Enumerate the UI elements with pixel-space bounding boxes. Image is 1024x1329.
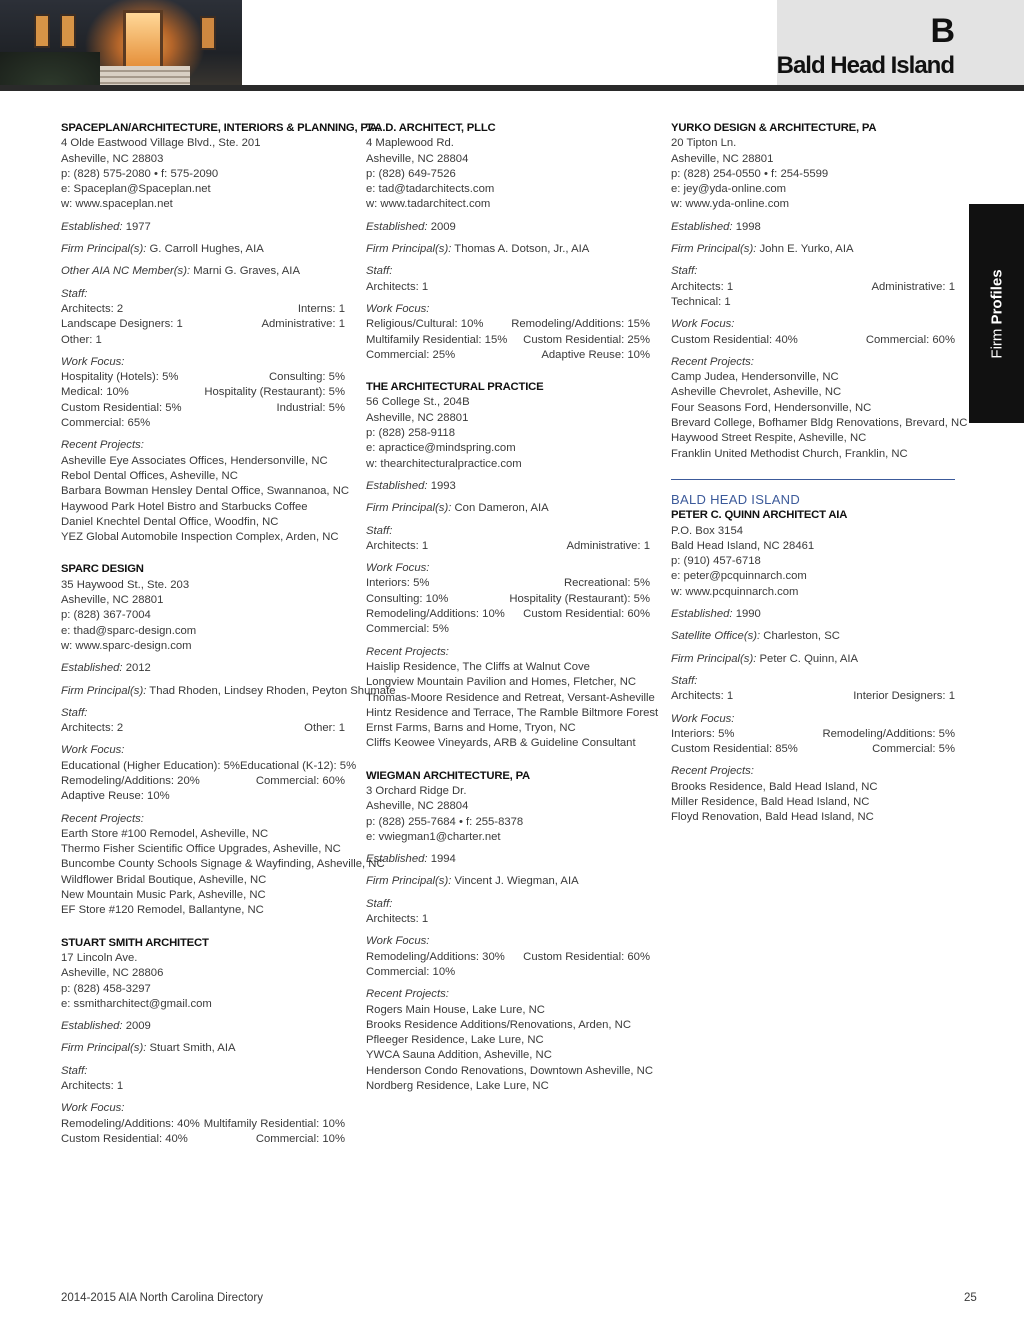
address-line: w: www.pcquinnarch.com: [671, 585, 799, 598]
address-line: p: (828) 458-3297: [61, 982, 151, 995]
work-focus-row-right: Hospitality (Restaurant): 5%: [509, 592, 650, 605]
recent-projects-label: Recent Projects:: [366, 988, 449, 1001]
address-line: 35 Haywood St., Ste. 203: [61, 578, 190, 591]
address-line: 56 College St., 204B: [366, 396, 470, 409]
work-focus-label: Work Focus:: [671, 712, 735, 725]
staff-label: Staff:: [366, 897, 393, 910]
recent-projects-label: Recent Projects:: [366, 645, 449, 658]
firm-field: [61, 1019, 345, 1034]
address-line: 3 Orchard Ridge Dr.: [366, 784, 467, 797]
staff-row: [61, 721, 345, 736]
header-rule: [0, 85, 1024, 91]
work-focus-row-right: Industrial: 5%: [276, 401, 345, 414]
field-label: Established:: [671, 608, 733, 621]
region-divider: [671, 479, 955, 480]
firm-field: [671, 629, 955, 644]
field-value: Vincent J. Wiegman, AIA: [454, 875, 579, 888]
field-label: Established:: [366, 479, 428, 492]
firm-field: [366, 242, 650, 257]
staff-row-left: Architects: 1: [671, 690, 734, 703]
address-line: 4 Olde Eastwood Village Blvd., Ste. 201: [61, 137, 261, 150]
project-item: Haywood Park Hotel Bistro and Starbucks Coffee: [61, 500, 308, 513]
staff-label: Staff:: [671, 674, 698, 687]
field-label: Established:: [61, 1020, 123, 1033]
field-label: Established:: [366, 220, 428, 233]
field-value: 1993: [430, 479, 456, 492]
field-label: Firm Principal(s):: [366, 243, 452, 256]
firm-name: PETER C. QUINN ARCHITECT AIA: [671, 509, 848, 522]
firm-field: [671, 607, 955, 622]
work-focus-row: [366, 333, 650, 348]
staff-label: Staff:: [366, 265, 393, 278]
work-focus-row-left: Multifamily Residential: 15%: [366, 333, 508, 346]
staff-row-left: Architects: 1: [61, 1080, 124, 1093]
side-tab-label: [988, 269, 1005, 358]
work-focus-label: Work Focus:: [366, 562, 430, 575]
work-focus-row: [366, 965, 650, 980]
project-item: Haislip Residence, The Cliffs at Walnut Cove: [366, 660, 590, 673]
project-item: New Mountain Music Park, Asheville, NC: [61, 889, 266, 902]
address-line: Asheville, NC 28803: [61, 152, 164, 165]
project-item: Rogers Main House, Lake Lure, NC: [366, 1003, 545, 1016]
firm-name: WIEGMAN ARCHITECTURE, PA: [366, 769, 531, 782]
column-2: [366, 121, 659, 1111]
work-focus-row-left: Custom Residential: 40%: [671, 333, 798, 346]
work-focus-row-right: Educational (K-12): 5%: [239, 759, 357, 772]
staff-row: [61, 302, 345, 317]
address-line: p: (828) 255-7684 • f: 255-8378: [366, 815, 524, 828]
staff-row-left: Architects: 2: [61, 722, 124, 735]
work-focus-row-right: Custom Residential: 60%: [523, 608, 650, 621]
work-focus-row-left: Interiors: 5%: [671, 727, 735, 740]
address-line: e: vwiegman1@charter.net: [366, 830, 501, 843]
field-value: Peter C. Quinn, AIA: [759, 652, 859, 665]
field-value: John E. Yurko, AIA: [759, 243, 854, 256]
firm-field: [671, 220, 955, 235]
work-focus-row-right: Commercial: 60%: [255, 774, 345, 787]
work-focus-row: [366, 622, 650, 637]
field-value: 1990: [735, 608, 761, 621]
staff-row-left: Technical: 1: [671, 295, 731, 308]
page-number: 25: [964, 1292, 977, 1304]
address-line: w: www.spaceplan.net: [61, 198, 173, 211]
field-label: Other AIA NC Member(s):: [61, 265, 191, 278]
column-1: [61, 121, 396, 1164]
address-line: e: jey@yda-online.com: [671, 183, 787, 196]
project-item: Buncombe County Schools Signage & Wayfinding, Asheville, NC: [61, 858, 385, 871]
region-heading: BALD HEAD ISLAND: [671, 491, 801, 507]
field-value: Marni G. Graves, AIA: [193, 265, 300, 278]
project-item: Hintz Residence and Terrace, The Ramble Biltmore Forest: [366, 706, 659, 719]
work-focus-row: [61, 774, 345, 789]
work-focus-row: [61, 789, 345, 804]
address-line: 17 Lincoln Ave.: [61, 951, 138, 964]
work-focus-row-left: Custom Residential: 5%: [61, 401, 182, 414]
firm-entry: [366, 380, 659, 752]
staff-row-left: Architects: 2: [61, 302, 124, 315]
project-item: Ernst Farms, Barns and Home, Tryon, NC: [366, 722, 576, 735]
project-item: Thomas-Moore Residence and Retreat, Versant-Asheville: [366, 691, 655, 704]
firm-field: [61, 684, 396, 699]
field-value: 1977: [125, 220, 151, 233]
work-focus-row-right: Remodeling/Additions: 15%: [511, 318, 650, 331]
work-focus-row-right: Hospitality (Restaurant): 5%: [204, 386, 345, 399]
project-item: Longview Mountain Pavilion and Homes, Fletcher, NC: [366, 676, 637, 689]
work-focus-row-right: Commercial: 10%: [255, 1132, 345, 1145]
project-item: Wildflower Bridal Boutique, Asheville, NC: [61, 873, 267, 886]
work-focus-row: [671, 742, 955, 757]
work-focus-row-right: Consulting: 5%: [269, 371, 345, 384]
work-focus-label: Work Focus:: [671, 318, 735, 331]
staff-row: [671, 280, 955, 295]
project-item: Asheville Eye Associates Offices, Hendersonville, NC: [61, 454, 328, 467]
staff-row: [61, 1079, 345, 1094]
staff-row-right: Administrative: 1: [566, 539, 650, 552]
address-line: e: thad@sparc-design.com: [61, 624, 197, 637]
project-item: Camp Judea, Hendersonville, NC: [671, 371, 839, 384]
project-item: Floyd Renovation, Bald Head Island, NC: [671, 811, 874, 824]
field-label: Firm Principal(s):: [366, 875, 452, 888]
work-focus-row-left: Adaptive Reuse: 10%: [61, 790, 170, 803]
firm-field: [671, 652, 955, 667]
staff-label: Staff:: [61, 706, 88, 719]
staff-row-right: Other: 1: [304, 722, 345, 735]
work-focus-row: [671, 727, 955, 742]
staff-row-right: Administrative: 1: [261, 318, 345, 331]
address-line: Asheville, NC 28806: [61, 967, 164, 980]
project-item: Rebol Dental Offices, Asheville, NC: [61, 469, 238, 482]
address-line: w: www.yda-online.com: [671, 198, 790, 211]
firm-field: [61, 661, 345, 676]
staff-label: Staff:: [61, 287, 88, 300]
work-focus-row-left: Custom Residential: 85%: [671, 743, 798, 756]
photo-window: [34, 14, 50, 48]
address-line: 4 Maplewood Rd.: [366, 137, 454, 150]
work-focus-row-left: Educational (Higher Education): 5%: [61, 759, 240, 772]
work-focus-row: [61, 401, 345, 416]
firm-entry: [671, 479, 955, 826]
work-focus-row: [366, 348, 650, 363]
staff-row-left: Architects: 1: [671, 280, 734, 293]
address-line: w: www.sparc-design.com: [61, 639, 192, 652]
work-focus-row-left: Medical: 10%: [61, 386, 129, 399]
project-item: YEZ Global Automobile Inspection Complex, Arden, NC: [61, 531, 339, 544]
address-line: Asheville, NC 28801: [671, 152, 774, 165]
field-value: 1994: [430, 853, 456, 866]
work-focus-row: [366, 576, 650, 591]
staff-row-left: Architects: 1: [366, 539, 429, 552]
firm-name: T.A.D. ARCHITECT, PLLC: [366, 122, 496, 134]
firm-entry: [366, 769, 653, 1095]
firm-field: [366, 852, 650, 867]
field-value: Thomas A. Dotson, Jr., AIA: [454, 243, 590, 256]
work-focus-row-left: Hospitality (Hotels): 5%: [61, 371, 179, 384]
work-focus-label: Work Focus:: [366, 935, 430, 948]
side-tab-label-part1: Firm: [988, 323, 1005, 359]
work-focus-row-left: Interiors: 5%: [366, 577, 430, 590]
staff-row-right: Administrative: 1: [871, 280, 955, 293]
work-focus-row: [61, 385, 345, 400]
address-line: e: Spaceplan@Spaceplan.net: [61, 183, 211, 196]
address-line: P.O. Box 3154: [671, 524, 744, 537]
work-focus-label: Work Focus:: [61, 744, 125, 757]
field-value: 2009: [125, 1020, 151, 1033]
project-item: Henderson Condo Renovations, Downtown Asheville, NC: [366, 1064, 653, 1077]
work-focus-row-left: Commercial: 5%: [366, 623, 449, 636]
field-label: Firm Principal(s):: [61, 243, 147, 256]
address-line: e: apractice@mindspring.com: [366, 442, 516, 455]
firm-entry: [671, 121, 968, 462]
side-tab-label-part2: Profiles: [988, 268, 1005, 324]
address-line: Asheville, NC 28804: [366, 152, 469, 165]
staff-row: [61, 333, 345, 348]
staff-row: [366, 280, 650, 295]
work-focus-row-right: Custom Residential: 60%: [523, 950, 650, 963]
field-label: Satellite Office(s):: [671, 630, 761, 643]
firm-entry: [61, 936, 345, 1148]
section-title: Bald Head Island: [776, 52, 954, 79]
work-focus-row-right: Multifamily Residential: 10%: [203, 1117, 345, 1130]
address-line: e: peter@pcquinnarch.com: [671, 570, 807, 583]
work-focus-row: [366, 317, 650, 332]
address-line: w: thearchitecturalpractice.com: [366, 457, 522, 470]
project-item: Earth Store #100 Remodel, Asheville, NC: [61, 827, 269, 840]
footer-title: 2014-2015 AIA North Carolina Directory: [61, 1292, 263, 1304]
firm-entry: [61, 121, 381, 545]
recent-projects-label: Recent Projects:: [671, 765, 754, 778]
field-label: Established:: [61, 220, 123, 233]
work-focus-row-right: Custom Residential: 25%: [523, 333, 650, 346]
work-focus-row-left: Religious/Cultural: 10%: [366, 318, 484, 331]
field-value: 2009: [430, 220, 456, 233]
photo-door: [123, 10, 163, 70]
project-item: YWCA Sauna Addition, Asheville, NC: [366, 1049, 552, 1062]
field-value: 1998: [735, 220, 761, 233]
firm-field: [366, 479, 650, 494]
work-focus-row-left: Remodeling/Additions: 10%: [366, 608, 505, 621]
work-focus-row-right: Recreational: 5%: [563, 577, 650, 590]
project-item: Pfleeger Residence, Lake Lure, NC: [366, 1034, 544, 1047]
work-focus-row-right: Remodeling/Additions: 5%: [822, 727, 955, 740]
field-value: Charleston, SC: [763, 630, 840, 643]
project-item: Daniel Knechtel Dental Office, Woodfin, NC: [61, 515, 279, 528]
project-item: Nordberg Residence, Lake Lure, NC: [366, 1080, 549, 1093]
address-line: e: tad@tadarchitects.com: [366, 183, 495, 196]
field-label: Firm Principal(s):: [61, 1042, 147, 1055]
address-line: p: (828) 367-7004: [61, 609, 151, 622]
address-line: p: (910) 457-6718: [671, 555, 761, 568]
field-label: Established:: [366, 853, 428, 866]
staff-row-left: Other: 1: [61, 333, 102, 346]
staff-row: [61, 317, 345, 332]
field-value: Stuart Smith, AIA: [149, 1042, 236, 1055]
work-focus-row-right: Adaptive Reuse: 10%: [541, 348, 650, 361]
work-focus-row-left: Remodeling/Additions: 40%: [61, 1117, 200, 1130]
firm-field: [366, 874, 650, 889]
work-focus-row-left: Consulting: 10%: [366, 592, 449, 605]
project-item: Brooks Residence, Bald Head Island, NC: [671, 780, 878, 793]
work-focus-label: Work Focus:: [366, 302, 430, 315]
work-focus-row: [61, 370, 345, 385]
field-value: 2012: [125, 662, 151, 675]
firm-field: [366, 220, 650, 235]
field-label: Established:: [61, 662, 123, 675]
staff-row-right: Interior Designers: 1: [853, 690, 955, 703]
address-line: p: (828) 254-0550 • f: 254-5599: [671, 167, 829, 180]
staff-row-left: Architects: 1: [366, 913, 429, 926]
work-focus-row: [61, 759, 357, 774]
project-item: Franklin United Methodist Church, Franklin, NC: [671, 447, 908, 460]
field-value: Thad Rhoden, Lindsey Rhoden, Peyton Shumate: [149, 684, 396, 697]
address-line: p: (828) 649-7526: [366, 167, 456, 180]
field-value: G. Carroll Hughes, AIA: [149, 243, 264, 256]
staff-row: [366, 539, 650, 554]
header-photo: [0, 0, 242, 88]
side-tab: [969, 204, 1024, 423]
project-item: Four Seasons Ford, Hendersonville, NC: [671, 401, 872, 414]
firm-name: SPACEPLAN/ARCHITECTURE, INTERIORS & PLANNING, P.A.: [61, 122, 381, 134]
firm-entry: [366, 121, 650, 363]
work-focus-label: Work Focus:: [61, 1102, 125, 1115]
recent-projects-label: Recent Projects:: [61, 812, 144, 825]
address-line: e: ssmitharchitect@gmail.com: [61, 997, 212, 1010]
work-focus-row-left: Commercial: 10%: [366, 965, 456, 978]
project-item: EF Store #120 Remodel, Ballantyne, NC: [61, 904, 264, 917]
staff-label: Staff:: [366, 524, 393, 537]
address-line: Asheville, NC 28801: [61, 594, 164, 607]
project-item: Thermo Fisher Scientific Office Upgrades, Asheville, NC: [61, 843, 341, 856]
address-line: 20 Tipton Ln.: [671, 137, 737, 150]
header-section-box: [777, 0, 1024, 86]
work-focus-row: [61, 1132, 345, 1147]
address-line: w: www.tadarchitect.com: [366, 198, 491, 211]
address-line: Asheville, NC 28801: [366, 411, 469, 424]
firm-name: THE ARCHITECTURAL PRACTICE: [366, 381, 544, 394]
project-item: Asheville Chevrolet, Asheville, NC: [671, 386, 842, 399]
firm-field: [61, 242, 345, 257]
project-item: Cliffs Keowee Vineyards, ARB & Guideline Consultant: [366, 737, 636, 750]
work-focus-row: [366, 592, 650, 607]
section-letter: B: [930, 12, 954, 50]
firm-field: [671, 242, 955, 257]
firm-name: SPARC DESIGN: [61, 563, 144, 576]
work-focus-row-left: Commercial: 25%: [366, 348, 456, 361]
firm-entry: [61, 562, 396, 918]
project-item: Brevard College, Bofhamer Bldg Renovations, Brevard, NC: [671, 417, 968, 430]
field-label: Firm Principal(s):: [366, 502, 452, 515]
field-label: Firm Principal(s):: [671, 652, 757, 665]
staff-row-left: Architects: 1: [366, 280, 429, 293]
recent-projects-label: Recent Projects:: [671, 355, 754, 368]
address-line: p: (828) 258-9118: [366, 427, 455, 440]
work-focus-row-left: Custom Residential: 40%: [61, 1132, 188, 1145]
address-line: p: (828) 575-2080 • f: 575-2090: [61, 167, 219, 180]
field-label: Established:: [671, 220, 733, 233]
work-focus-row: [61, 416, 345, 431]
work-focus-row: [366, 950, 650, 965]
staff-row: [366, 912, 650, 927]
address-line: Bald Head Island, NC 28461: [671, 539, 815, 552]
staff-label: Staff:: [671, 265, 698, 278]
field-label: Firm Principal(s):: [671, 243, 757, 256]
field-value: Con Dameron, AIA: [454, 502, 549, 515]
photo-window: [200, 16, 216, 50]
staff-label: Staff:: [61, 1064, 88, 1077]
firm-field: [61, 220, 345, 235]
firm-field: [61, 264, 345, 279]
project-item: Haywood Street Respite, Asheville, NC: [671, 432, 867, 445]
column-3: [671, 121, 968, 843]
work-focus-row-right: Commercial: 60%: [865, 333, 955, 346]
field-label: Firm Principal(s):: [61, 684, 147, 697]
firm-name: YURKO DESIGN & ARCHITECTURE, PA: [671, 122, 877, 134]
recent-projects-label: Recent Projects:: [61, 439, 144, 452]
firm-field: [366, 501, 650, 516]
work-focus-row-left: Remodeling/Additions: 30%: [366, 950, 505, 963]
staff-row: [671, 689, 955, 704]
address-line: Asheville, NC 28804: [366, 800, 469, 813]
firm-field: [61, 1041, 345, 1056]
work-focus-row-left: Remodeling/Additions: 20%: [61, 774, 200, 787]
photo-shrubs: [0, 52, 100, 88]
work-focus-row: [671, 333, 955, 348]
photo-window: [60, 14, 76, 48]
project-item: Barbara Bowman Hensley Dental Office, Swannanoa, NC: [61, 485, 350, 498]
work-focus-row-right: Commercial: 5%: [872, 743, 955, 756]
staff-row-right: Interns: 1: [297, 302, 345, 315]
staff-row-left: Landscape Designers: 1: [61, 318, 183, 331]
work-focus-label: Work Focus:: [61, 355, 125, 368]
firm-name: STUART SMITH ARCHITECT: [61, 936, 209, 949]
work-focus-row: [366, 607, 650, 622]
staff-row: [671, 295, 955, 310]
work-focus-row-left: Commercial: 65%: [61, 417, 151, 430]
project-item: Miller Residence, Bald Head Island, NC: [671, 795, 870, 808]
project-item: Brooks Residence Additions/Renovations, Arden, NC: [366, 1018, 631, 1031]
work-focus-row: [61, 1117, 345, 1132]
